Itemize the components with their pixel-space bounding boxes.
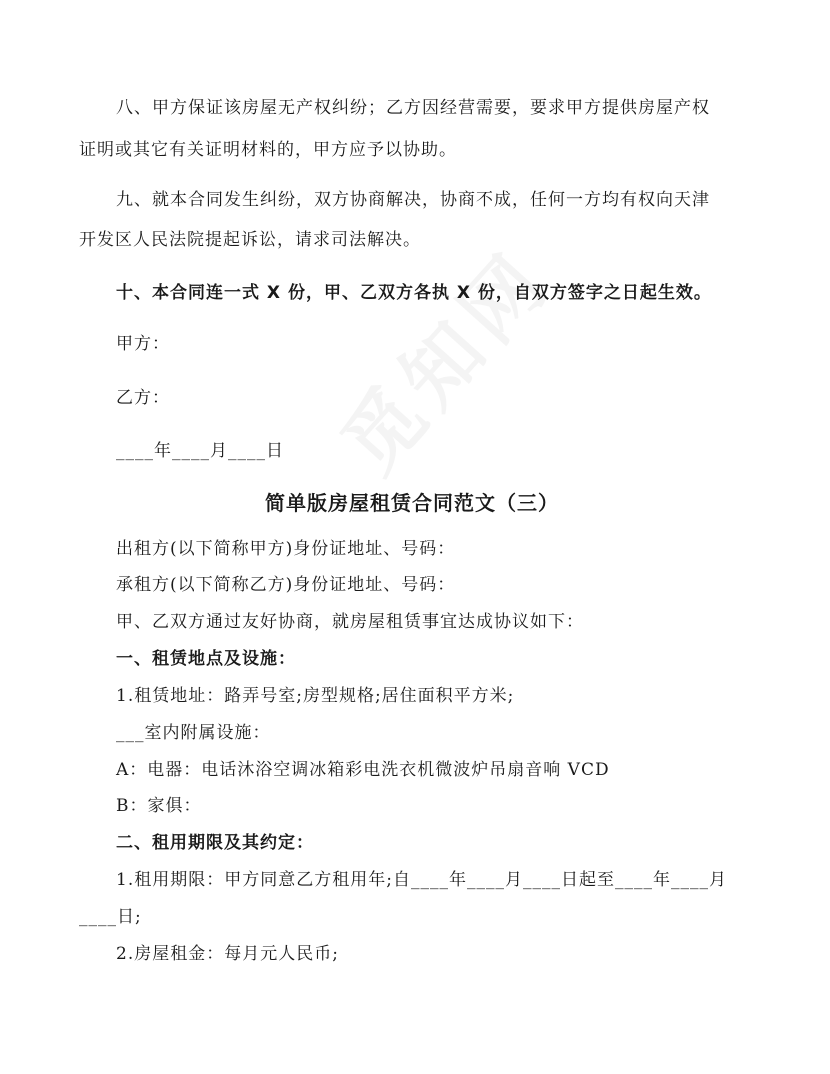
party-a-signature: 甲方： <box>116 334 170 354</box>
clause-8-line-2: 证明或其它有关证明材料的，甲方应予以协助。 <box>79 140 457 160</box>
heading-2: 二、租用期限及其约定： <box>116 833 314 853</box>
item-2-term-line-1: 1.租用期限：甲方同意乙方租用年;自____年____月____日起至____年____月 <box>116 870 727 890</box>
lessor-line: 出租方(以下简称甲方)身份证地址、号码： <box>116 539 456 559</box>
section-title: 简单版房屋租赁合同范文（三） <box>265 491 559 515</box>
clause-10: 十、本合同连一式 X 份，甲、乙双方各执 X 份，自双方签字之日起生效。 <box>116 283 712 303</box>
item-1-address: 1.租赁地址：路弄号室;房型规格;居住面积平方米; <box>116 686 515 706</box>
item-2-rent: 2.房屋租金：每月元人民币; <box>116 944 339 964</box>
lessee-line: 承租方(以下简称乙方)身份证地址、号码： <box>116 575 456 595</box>
clause-9-line-1: 九、就本合同发生纠纷，双方协商解决，协商不成，任何一方均有权向天津 <box>116 190 710 210</box>
party-b-signature: 乙方： <box>116 388 170 408</box>
heading-1: 一、租赁地点及设施： <box>116 649 296 669</box>
signature-date: ____年____月____日 <box>116 441 284 461</box>
item-1-appliances: A：电器：电话沐浴空调冰箱彩电洗衣机微波炉吊扇音响 VCD <box>116 760 610 780</box>
item-1-furniture: B：家俱： <box>116 796 202 816</box>
item-2-term-line-2: ____日; <box>79 907 142 927</box>
clause-9-line-2: 开发区人民法院提起诉讼，请求司法解决。 <box>79 230 421 250</box>
clause-8-line-1: 八、甲方保证该房屋无产权纠纷；乙方因经营需要，要求甲方提供房屋产权 <box>116 98 710 118</box>
intro-line: 甲、乙双方通过友好协商，就房屋租赁事宜达成协议如下： <box>116 612 584 632</box>
item-1-facilities: ___室内附属设施： <box>116 723 271 743</box>
